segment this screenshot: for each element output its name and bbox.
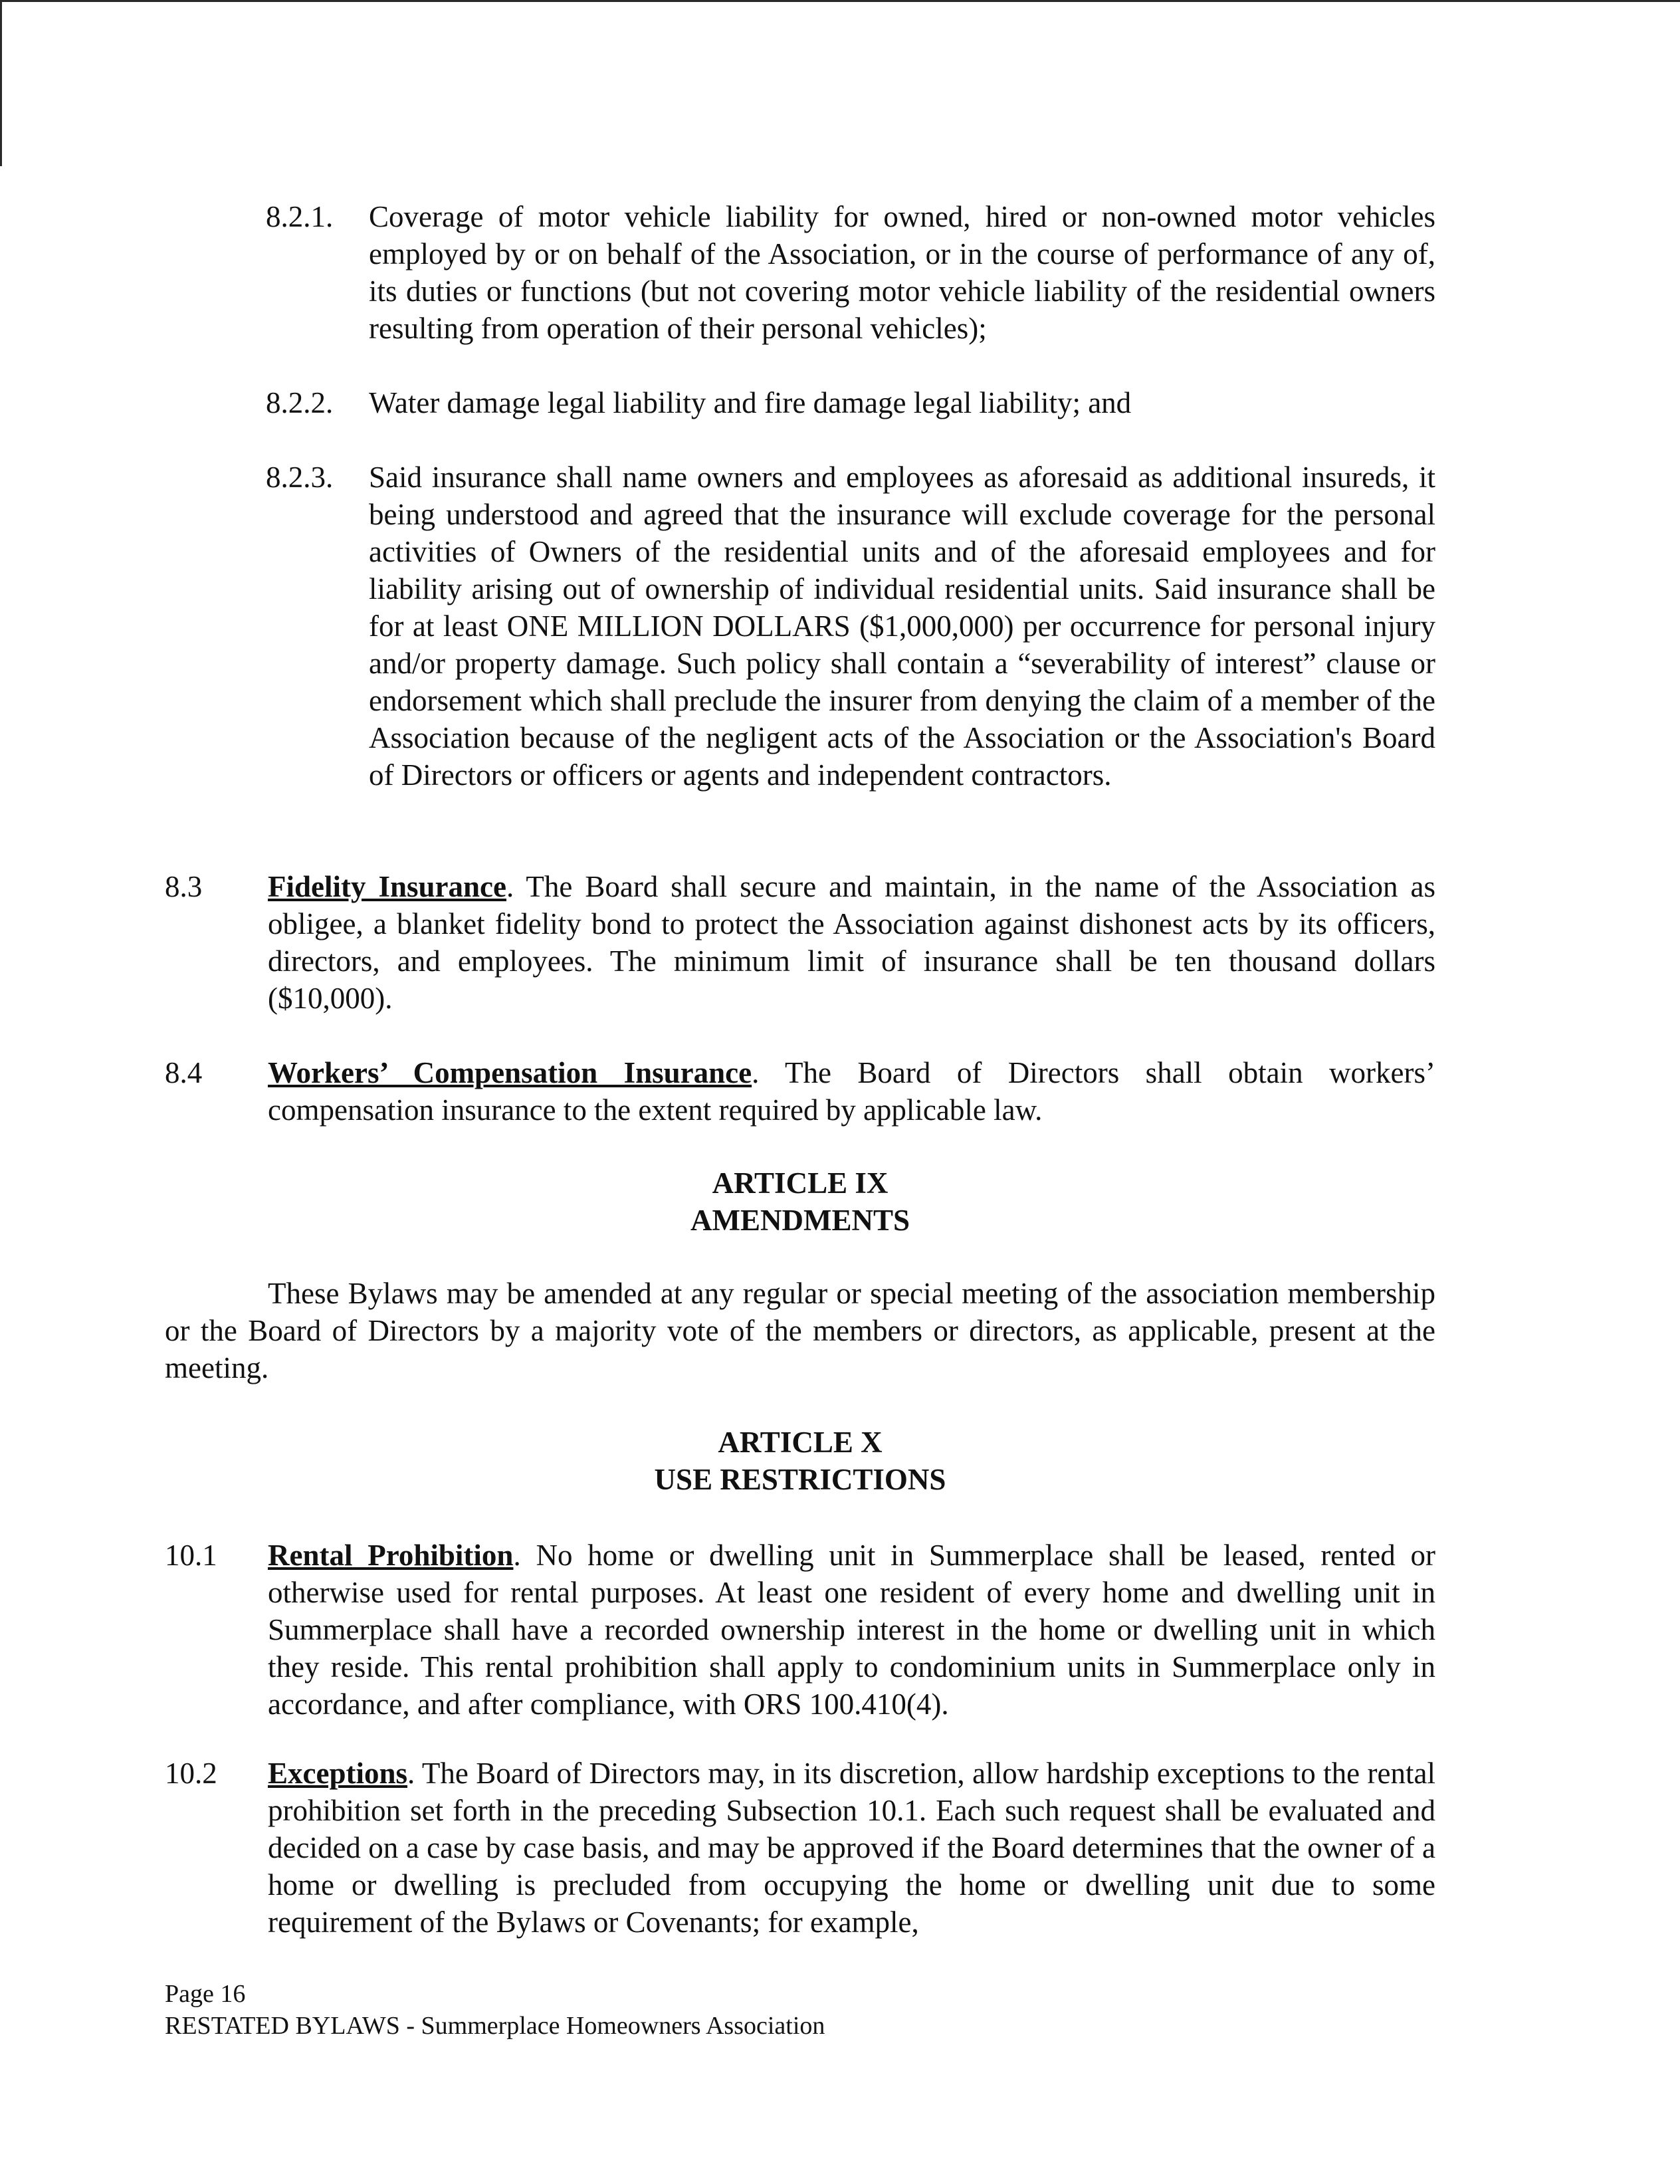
section-number: 8.3	[165, 870, 203, 903]
subsection-8-2-2	[266, 384, 1435, 421]
article-title: USE RESTRICTIONS	[654, 1463, 946, 1496]
subsection-number: 8.2.2.	[266, 386, 334, 419]
article-title: AMENDMENTS	[690, 1204, 910, 1237]
page-footer	[165, 1978, 825, 2042]
section-body	[268, 868, 1435, 1017]
section-title: Workers’ Compensation Insurance	[268, 1056, 752, 1089]
section-text: . The Board of Directors shall obtain workers’ compensation insurance to the extent required by applicable law.	[268, 1056, 1436, 1127]
section-body	[268, 1054, 1435, 1129]
section-text: . The Board shall secure and maintain, in the name of the Association as obligee, a blanket fidelity bond to protect the Association against dishonest acts by its officers, directors, and employees. The minimum limit of insurance shall be ten thousand dollars ($10,000).	[268, 870, 1435, 1015]
section-number: 8.4	[165, 1056, 203, 1089]
subsection-8-2-3	[266, 459, 1435, 794]
section-8-3	[165, 868, 1435, 1017]
subsection-text: Water damage legal liability and fire damage legal liability; and	[369, 386, 1132, 419]
article-number: ARTICLE X	[718, 1426, 883, 1459]
section-title: Rental Prohibition	[268, 1539, 514, 1572]
section-text: . No home or dwelling unit in Summerplace shall be leased, rented or otherwise used for rental purposes. At least one resident of every home and dwelling unit in Summerplace shall have a recorded ownership interest in the home or dwelling unit in which they reside. This rental prohibition shall apply to condominium units in Summerplace only in accordance, and after compliance, with ORS 100.410(4).	[268, 1539, 1435, 1721]
subsection-number: 8.2.3.	[266, 461, 334, 494]
section-text: . The Board of Directors may, in its discretion, allow hardship exceptions to the rental prohibition set forth in the preceding Subsection 10.1. Each such request shall be evaluated and decided on a case by case basis, and may be approved if the Board determines that the owner of a home or dwelling is precluded from occupying the home or dwelling unit due to some requirement of the Bylaws or Covenants; for example,	[268, 1757, 1435, 1939]
subsection-8-2-1	[266, 198, 1435, 347]
scan-border-left	[0, 0, 2, 166]
section-number: 10.1	[165, 1539, 217, 1572]
section-8-4	[165, 1054, 1435, 1129]
article-ix-heading	[165, 1164, 1435, 1239]
scan-border-top	[0, 0, 1680, 2]
subsection-text: Said insurance shall name owners and employees as aforesaid as additional insureds, it being understood and agreed that the insurance will exclude coverage for the personal activities of Owners of the residential units and of the aforesaid employees and for liability arising out of ownership of individual residential units. Said insurance shall be for at least ONE MILLION DOLLARS ($1,000,000) per occurrence for personal injury and/or property damage. Such policy shall contain a “severability of interest” clause or endorsement which shall preclude the insurer from denying the claim of a member of the Association because of the negligent acts of the Association or the Association's Board of Directors or officers or agents and independent contractors.	[369, 461, 1435, 792]
section-body	[268, 1755, 1435, 1941]
article-number: ARTICLE IX	[712, 1166, 889, 1200]
subsection-number: 8.2.1.	[266, 200, 334, 233]
article-ix-text: These Bylaws may be amended at any regular or special meeting of the association membership or the Board of Directors by a majority vote of the members or directors, as applicable, present at the meeting.	[165, 1277, 1435, 1384]
article-x-heading	[165, 1424, 1435, 1498]
page-number: Page 16	[165, 1980, 246, 2008]
section-title: Fidelity Insurance	[268, 870, 506, 903]
section-10-2	[165, 1755, 1435, 1941]
section-title: Exceptions	[268, 1757, 408, 1790]
section-10-1	[165, 1537, 1435, 1723]
subsection-text: Coverage of motor vehicle liability for owned, hired or non-owned motor vehicles employed by or on behalf of the Association, or in the course of performance of any of, its duties or functions (but not covering motor vehicle liability of the residential owners resulting from operation of their personal vehicles);	[369, 200, 1435, 345]
section-number: 10.2	[165, 1757, 217, 1790]
section-body	[268, 1537, 1435, 1723]
document-title: RESTATED BYLAWS - Summerplace Homeowners Association	[165, 2012, 825, 2040]
